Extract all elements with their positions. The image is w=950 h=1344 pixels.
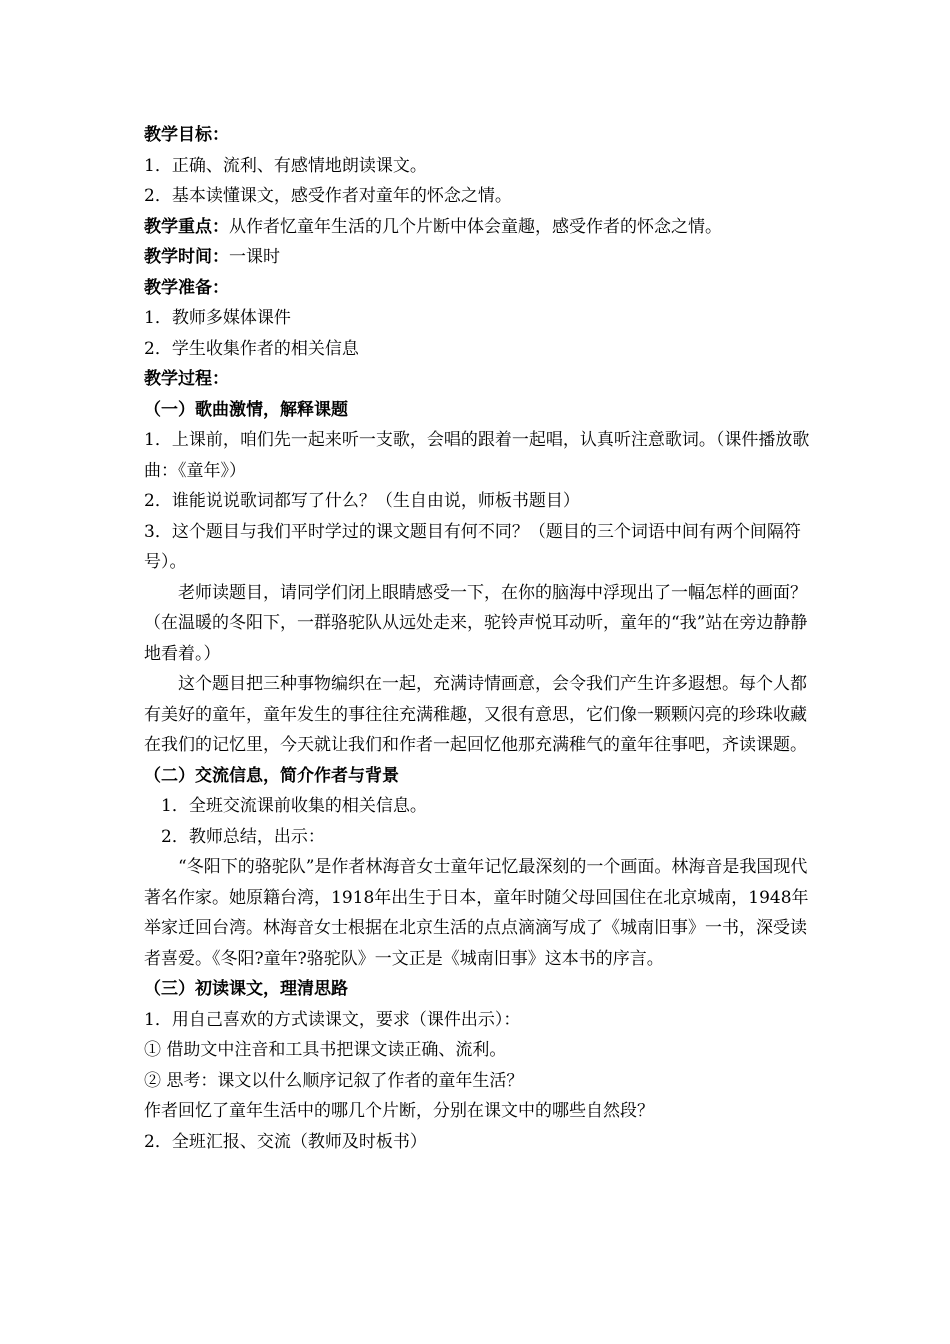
time-line	[144, 242, 812, 273]
focus-line	[144, 212, 812, 243]
focus-label: 教学重点：	[144, 216, 229, 237]
section-1-paragraph: 这个题目把三种事物编织在一起，充满诗情画意，会令我们产生许多遐想。每个人都有美好的童年，童年发生的事往往充满稚趣，又很有意思，它们像一颗颗闪亮的珍珠收藏在我们的记忆里，今天就让我们和作者一起回忆他那充满稚气的童年往事吧，齐读课题。	[144, 674, 807, 755]
time-text: 一课时	[229, 247, 280, 267]
section-3-paragraph: ② 思考：课文以什么顺序记叙了作者的童年生活？	[144, 1070, 524, 1091]
focus-text: 从作者忆童年生活的几个片断中体会童趣，感受作者的怀念之情。	[229, 216, 722, 237]
section-3-paragraph: ① 借助文中注音和工具书把课文读正确、流利。	[144, 1040, 507, 1060]
section-2-title: （二）交流信息，简介作者与背景	[144, 765, 399, 786]
section-3-paragraph: 1．用自己喜欢的方式读课文，要求（课件出示）：	[144, 1009, 521, 1030]
section-3-paragraph: 作者回忆了童年生活中的哪几个片断，分别在课文中的哪些自然段？	[144, 1101, 654, 1121]
goal-item: 2．基本读懂课文，感受作者对童年的怀念之情。	[144, 186, 512, 206]
goal-item: 1．正确、流利、有感情地朗读课文。	[144, 155, 427, 176]
section-2-paragraph: “冬阳下的骆驼队”是作者林海音女士童年记忆最深刻的一个画面。林海音是我国现代著名作家。她原籍台湾，1918年出生于日本，童年时随父母回国住在北京城南，1948年举家迁回台湾。林海音女士根据在北京生活的点点滴滴写成了《城南旧事》一书，深受读者喜爱。《冬阳?童年?骆驼队》一文正是《城南旧事》这本书的序言。	[144, 857, 809, 969]
section-2-paragraph: 1．全班交流课前收集的相关信息。	[161, 796, 427, 816]
time-label: 教学时间：	[144, 247, 229, 267]
prep-item: 2．学生收集作者的相关信息	[144, 338, 359, 359]
section-3-paragraph: 2．全班汇报、交流（教师及时板书）	[144, 1131, 427, 1152]
section-1-paragraph: 3．这个题目与我们平时学过的课文题目有何不同？（题目的三个词语中间有两个间隔符号）。	[144, 521, 801, 572]
process-heading: 教学过程：	[144, 369, 229, 389]
goals-heading: 教学目标：	[144, 125, 229, 145]
lesson-plan-body	[144, 120, 812, 1157]
section-1-paragraph: 2．谁能说说歌词都写了什么？（生自由说，师板书题目）	[144, 491, 580, 511]
section-1-paragraph: 1．上课前，咱们先一起来听一支歌，会唱的跟着一起唱，认真听注意歌词。（课件播放歌曲：《童年》）	[144, 430, 810, 481]
prep-heading: 教学准备：	[144, 277, 229, 298]
section-2-paragraph: 2．教师总结，出示：	[161, 826, 325, 847]
prep-item: 1．教师多媒体课件	[144, 308, 291, 328]
section-1-title: （一）歌曲激情，解释课题	[144, 399, 348, 420]
section-3-title: （三）初读课文，理清思路	[144, 979, 348, 999]
section-1-paragraph: 老师读题目，请同学们闭上眼睛感受一下，在你的脑海中浮现出了一幅怎样的画面？（在温暖的冬阳下，一群骆驼队从远处走来，驼铃声悦耳动听，童年的“我”站在旁边静静地看着。）	[144, 582, 808, 664]
